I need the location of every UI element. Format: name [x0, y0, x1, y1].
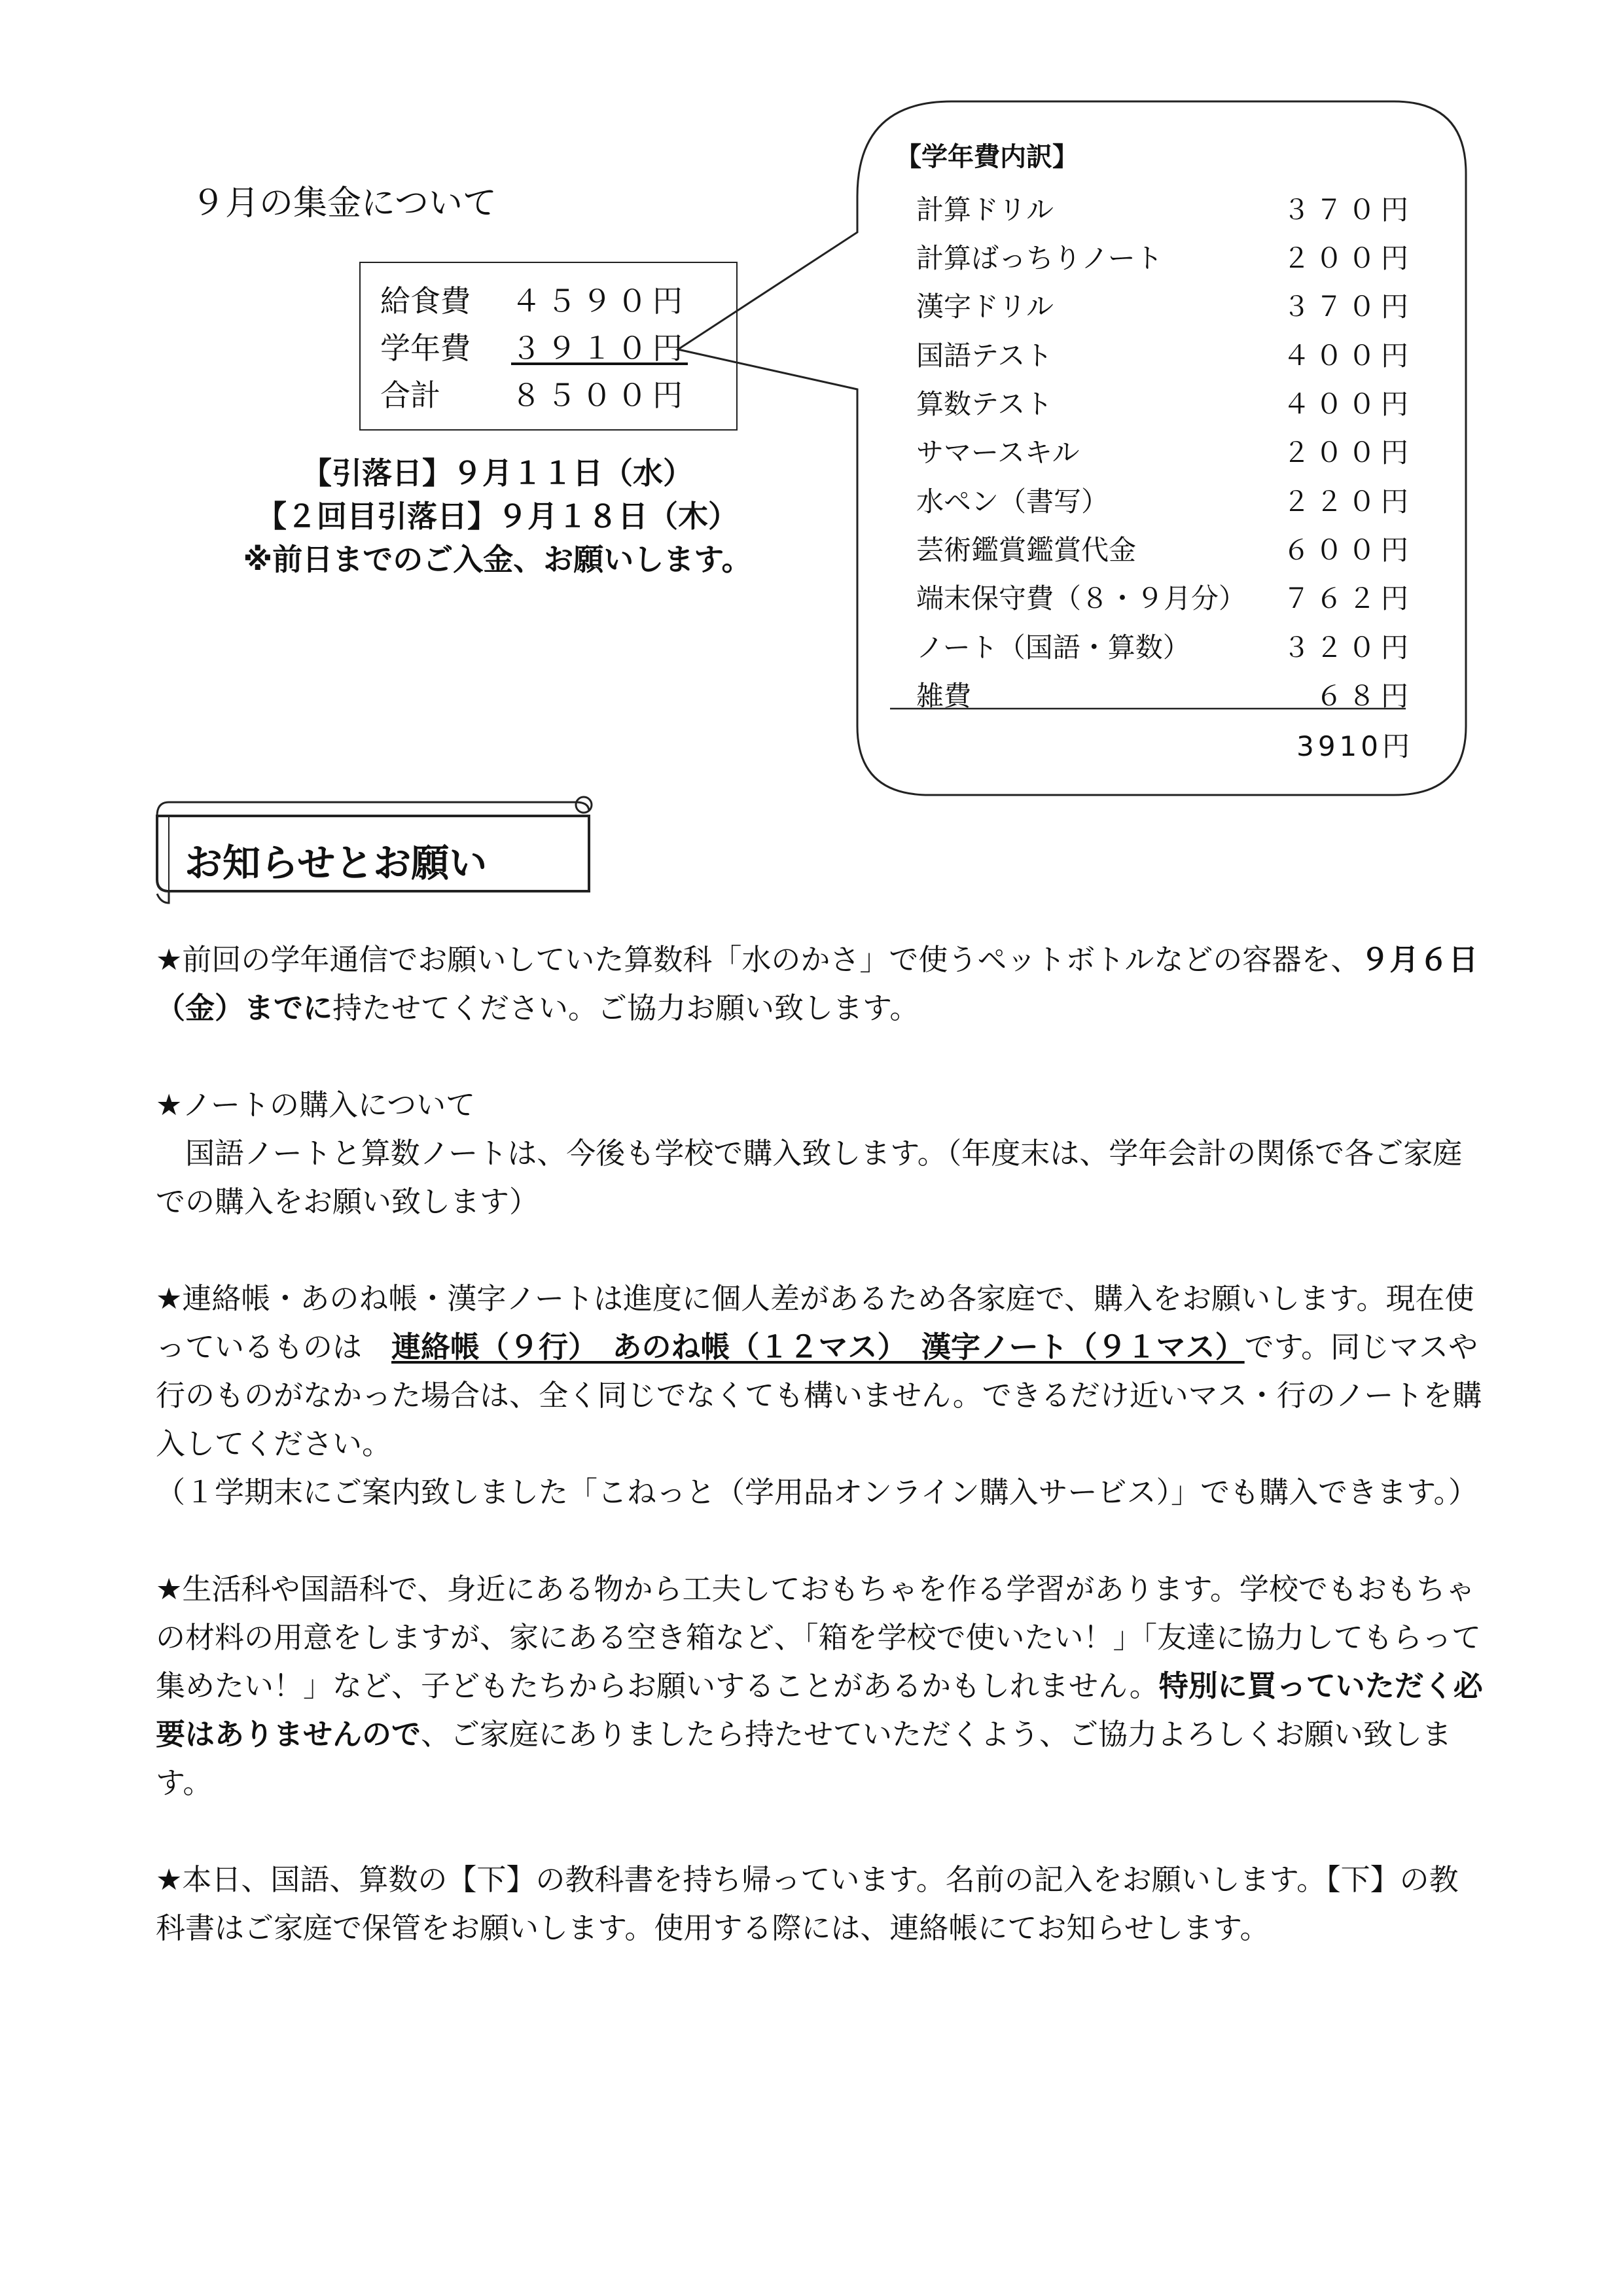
item-amount: ６８円 — [1315, 680, 1414, 712]
second-withdrawal-date: 【２回目引落日】９月１８日（木） — [257, 499, 738, 534]
notice-body — [156, 936, 1484, 2001]
breakdown-item — [916, 480, 1414, 520]
item-amount: ３７０円 — [1282, 291, 1414, 323]
breakdown-item — [916, 237, 1414, 276]
item-amount: ４００円 — [1282, 388, 1414, 420]
breakdown-item — [916, 334, 1414, 374]
fee-value: ８５００円 — [511, 378, 688, 413]
withdrawal-dates — [203, 451, 792, 581]
breakdown-item — [916, 188, 1414, 228]
item-amount: ６００円 — [1282, 534, 1414, 566]
item-name: 芸術鑑賞鑑賞代金 — [916, 534, 1137, 566]
fee-row-lunch — [380, 277, 688, 321]
notebook-types: 連絡帳（９行） あのね帳（１２マス） 漢字ノート（９１マス） — [391, 1330, 1245, 1364]
text: ★前回の学年通信でお願いしていた算数科「水のかさ」で使うペットボトルなどの容器を、 — [156, 942, 1361, 977]
breakdown-item — [916, 577, 1414, 616]
text: （１学期末にご案内致しました「こねっと（学用品オンライン購入サービス）」でも購入できます。） — [156, 1475, 1478, 1510]
fee-label: 学年費 — [380, 330, 471, 366]
item-amount: ２００円 — [1282, 436, 1414, 468]
breakdown-item — [916, 285, 1414, 325]
item-name: 算数テスト — [916, 388, 1053, 420]
item-amount: ４００円 — [1282, 340, 1414, 372]
fee-summary-box — [359, 262, 738, 431]
text: ★連絡帳・あのね帳・漢字ノートは進度に個人差があるため各家庭で、購入をお願いします。現在使っているものは — [156, 1281, 1474, 1364]
fee-value: ３９１０円 — [511, 330, 688, 366]
notice-heading: お知らせとお願い — [185, 841, 488, 885]
item-amount: ２００円 — [1282, 242, 1414, 274]
breakdown-item — [916, 529, 1414, 568]
text: 持たせてください。ご協力お願い致します。 — [332, 991, 919, 1025]
deadline-text: ９月６日（金）までに — [156, 942, 1478, 1025]
item-name: 国語テスト — [916, 340, 1053, 372]
item-name: 水ペン（書写） — [916, 486, 1109, 518]
notice-textbooks: ★本日、国語、算数の【下】の教科書を持ち帰っています。名前の記入をお願いします。【下】の教科書はご家庭で保管をお願いします。使用する際には、連絡帳にてお知らせします。 — [156, 1862, 1459, 1945]
breakdown-item — [916, 626, 1414, 665]
item-amount: ３２０円 — [1282, 631, 1414, 663]
fee-value: ４５９０円 — [511, 283, 688, 319]
breakdown-total: 3910円 — [1296, 730, 1414, 762]
notice-containers — [156, 936, 1484, 1033]
item-name: 漢字ドリル — [916, 291, 1054, 323]
text: 、ご家庭にありましたら持たせていただくよう、ご協力よろしくお願い致します。 — [156, 1717, 1452, 1800]
fee-label: 給食費 — [380, 283, 471, 319]
text: ★生活科や国語科で、身近にある物から工夫しておもちゃを作る学習があります。学校でもおもちゃの材料の用意をしますが、家にある空き箱など、「箱を学校で使いたい！」「友達に協力してもらって集めたい！」など、子どもたちからお願いすることがあるかもしれません。 — [156, 1572, 1482, 1703]
notice-notebook-purchase — [156, 1081, 1484, 1226]
text: です。同じマスや行のものがなかった場合は、全く同じでなくても構いません。できるだけ近いマス・行のノートを購入してください。 — [156, 1330, 1482, 1461]
notice-toy-materials — [156, 1565, 1484, 1807]
item-name: 計算ドリル — [916, 194, 1054, 226]
breakdown-item — [916, 675, 1414, 714]
emphasis-text: 特別に買っていただく必要はありませんので — [156, 1669, 1483, 1752]
item-name: 雑費 — [916, 680, 972, 712]
breakdown-title: 【学年費内訳】 — [895, 142, 1079, 172]
text: ★ノートの購入について — [156, 1087, 476, 1122]
breakdown-item — [916, 383, 1414, 422]
notice-notebooks-at-home — [156, 1275, 1484, 1517]
item-amount: ７６２円 — [1282, 582, 1414, 614]
fee-label: 合計 — [380, 378, 440, 413]
deposit-note: ※前日までのご入金、お願いします。 — [243, 542, 752, 577]
item-name: サマースキル — [916, 436, 1080, 468]
item-amount: ２２０円 — [1282, 486, 1414, 518]
breakdown-item — [916, 431, 1414, 470]
item-amount: ３７０円 — [1282, 194, 1414, 226]
item-name: 端末保守費（８・９月分） — [916, 582, 1247, 614]
fee-row-grade — [380, 325, 688, 368]
fee-row-total — [380, 372, 688, 415]
collection-title: ９月の集金について — [191, 184, 497, 223]
item-name: ノート（国語・算数） — [916, 631, 1190, 663]
first-withdrawal-date: 【引落日】９月１１日（水） — [302, 455, 693, 491]
item-name: 計算ばっちりノート — [916, 242, 1163, 274]
text: 国語ノートと算数ノートは、今後も学校で購入致します。（年度末は、学年会計の関係で各ご家庭での購入をお願い致します） — [156, 1136, 1463, 1219]
